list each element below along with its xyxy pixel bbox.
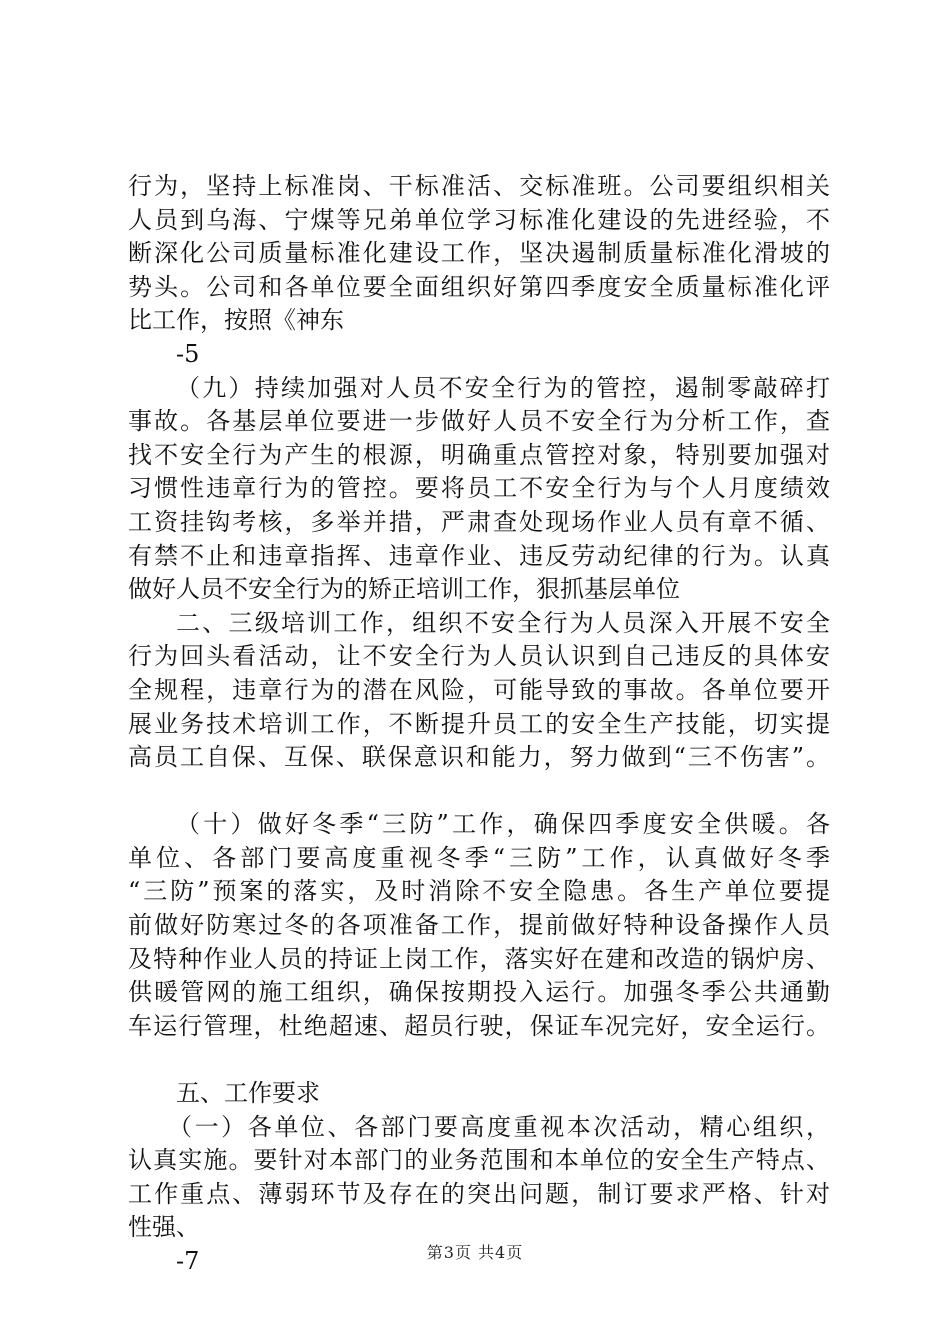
- text-line: 高员工自保、互保、联保意识和能力，努力做到“三不伤害”。: [128, 743, 830, 772]
- text-line: 展业务技术培训工作，不断提升员工的安全生产技能，切实提: [128, 709, 830, 738]
- text-line: 比工作，按照《神东: [128, 306, 344, 335]
- paragraph-heading-line: （九）持续加强对人员不安全行为的管控，遏制零敲碎打: [176, 373, 830, 402]
- text-line: 前做好防寒过冬的各项准备工作，提前做好特种设备操作人员: [128, 911, 830, 940]
- text-line: 全规程，违章行为的潜在风险，可能导致的事故。各单位要开: [128, 675, 830, 704]
- text-line: 人员到乌海、宁煤等兄弟单位学习标准化建设的先进经验，不: [128, 205, 830, 234]
- page-marker: -5: [176, 339, 200, 368]
- text-line: 做好人员不安全行为的矫正培训工作，狠抓基层单位: [128, 575, 680, 604]
- text-line: 行为，坚持上标准岗、干标准活、交标准班。公司要组织相关: [128, 172, 830, 200]
- text-line: 行为回头看活动，让不安全行为人员认识到自己违反的具体安: [128, 642, 830, 671]
- text-line: 断深化公司质量标准化建设工作，坚决遏制质量标准化滑坡的: [128, 239, 830, 268]
- text-line: 工作重点、薄弱环节及存在的突出问题，制订要求严格、针对: [128, 1179, 830, 1208]
- text-line: 及特种作业人员的持证上岗工作，落实好在建和改造的锅炉房、: [128, 944, 830, 973]
- section-heading: 五、工作要求: [176, 1079, 320, 1108]
- page-footer: 第3页 共4页: [426, 1243, 524, 1262]
- text-line: 工资挂钩考核，多举并措，严肃查处现场作业人员有章不循、: [128, 507, 830, 536]
- text-line: 二、三级培训工作，组织不安全行为人员深入开展不安全: [176, 608, 830, 637]
- paragraph-gap: [128, 775, 830, 809]
- text-line: 供暖管网的施工组织，确保按期投入运行。加强冬季公共通勤: [128, 978, 830, 1007]
- paragraph-heading-line: （十）做好冬季“三防”工作，确保四季度安全供暖。各: [176, 810, 830, 839]
- text-line: 事故。各基层单位要进一步做好人员不安全行为分析工作，查: [128, 407, 830, 436]
- paragraph-gap: [128, 1043, 830, 1077]
- text-line: 势头。公司和各单位要全面组织好第四季度安全质量标准化评: [128, 272, 830, 301]
- text-line: 找不安全行为产生的根源，明确重点管控对象，特别要加强对: [128, 440, 830, 469]
- text-line: 有禁不止和违章指挥、违章作业、违反劳动纪律的行为。认真: [128, 541, 830, 570]
- paragraph-heading-line: （一）各单位、各部门要高度重视本次活动，精心组织，: [168, 1112, 830, 1141]
- text-line: 认真实施。要针对本部门的业务范围和本单位的安全生产特点、: [128, 1146, 830, 1175]
- page-marker: -7: [176, 1247, 200, 1275]
- document-body: [128, 170, 830, 1279]
- text-line: 性强、: [128, 1213, 200, 1242]
- text-line: “三防”预案的落实，及时消除不安全隐患。各生产单位要提: [128, 877, 830, 906]
- text-line: 单位、各部门要高度重视冬季“三防”工作，认真做好冬季: [128, 843, 830, 872]
- text-line: 车运行管理，杜绝超速、超员行驶，保证车况完好，安全运行。: [128, 1011, 830, 1040]
- text-line: 习惯性违章行为的管控。要将员工不安全行为与个人月度绩效: [128, 474, 830, 503]
